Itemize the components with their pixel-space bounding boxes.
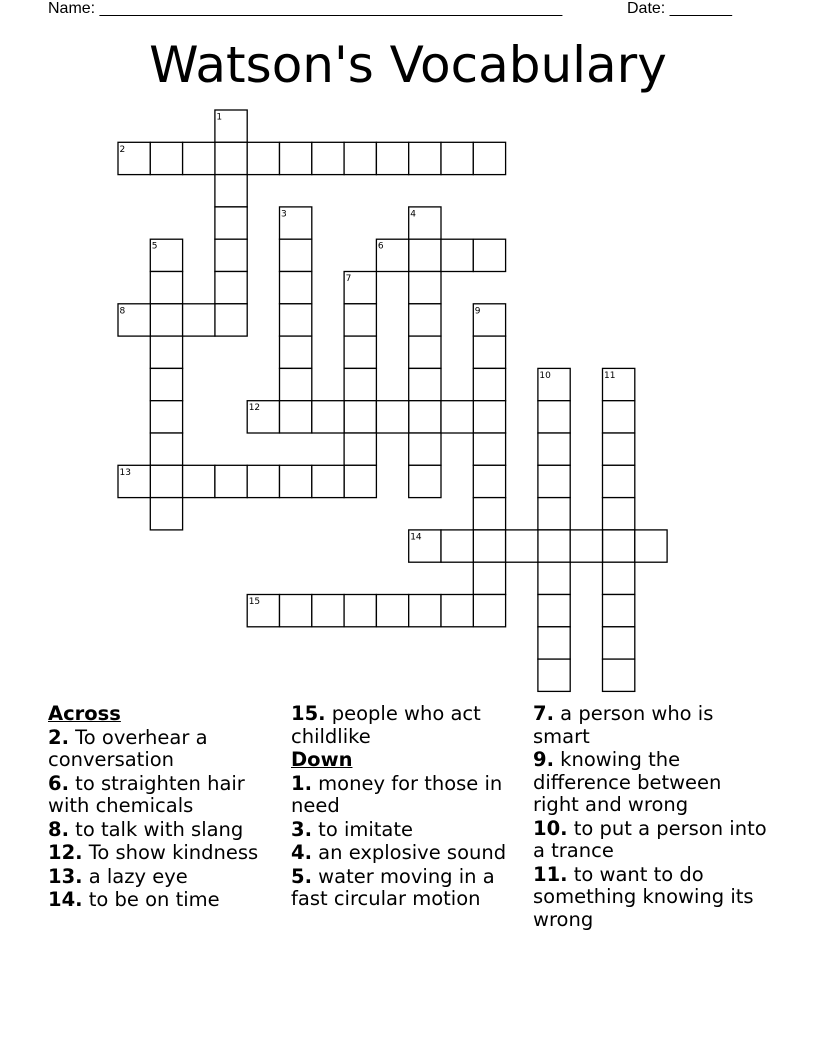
clue-number: 12.: [48, 841, 83, 864]
clue-number: 14.: [48, 888, 83, 911]
grid-cell[interactable]: [409, 239, 441, 271]
grid-cell[interactable]: [603, 465, 635, 497]
grid-cell[interactable]: [312, 401, 344, 433]
clue-column-3: [533, 703, 773, 932]
grid-cell[interactable]: [215, 465, 247, 497]
grid-cell[interactable]: [603, 562, 635, 594]
down-clue: [291, 773, 527, 818]
cell-number-label: 15: [248, 597, 261, 607]
grid-cell[interactable]: [603, 595, 635, 627]
grid-cell[interactable]: [538, 498, 570, 530]
grid-cell[interactable]: [441, 142, 473, 174]
clue-text: to imitate: [311, 817, 414, 841]
across-clue: [48, 819, 284, 842]
grid-cell[interactable]: [538, 401, 570, 433]
grid-cell[interactable]: [473, 562, 505, 594]
grid-cell[interactable]: [150, 368, 182, 400]
grid-cell[interactable]: [280, 401, 312, 433]
cell-number-label: 4: [410, 209, 416, 220]
grid-cell[interactable]: [603, 498, 635, 530]
grid-cell[interactable]: [409, 465, 441, 497]
grid-cell[interactable]: [247, 465, 279, 497]
grid-cell[interactable]: [538, 530, 570, 562]
grid-cell[interactable]: [473, 498, 505, 530]
grid-cell[interactable]: [344, 142, 376, 174]
grid-cell[interactable]: [150, 336, 182, 368]
clue-number: 6.: [48, 771, 69, 795]
across-clue: [48, 773, 284, 818]
grid-cell[interactable]: [280, 595, 312, 627]
grid-cell[interactable]: [344, 401, 376, 433]
down-clue: [291, 866, 527, 911]
grid-cell[interactable]: [570, 530, 602, 562]
clue-text: To show kindness: [82, 841, 259, 864]
grid-cell[interactable]: [280, 336, 312, 368]
grid-cell[interactable]: [409, 272, 441, 304]
clue-text: an explosive sound: [311, 841, 507, 864]
grid-cell[interactable]: [376, 595, 408, 627]
clue-number: 7.: [533, 702, 554, 725]
grid-cell[interactable]: [312, 465, 344, 497]
grid-cell[interactable]: [409, 142, 441, 174]
cell-number-label: 2: [119, 144, 126, 155]
grid-cell[interactable]: [603, 530, 635, 562]
grid-cell[interactable]: [409, 368, 441, 400]
grid-cell[interactable]: [376, 401, 408, 433]
clue-number: 11.: [533, 862, 568, 886]
grid-cell[interactable]: [280, 142, 312, 174]
grid-cell[interactable]: [344, 433, 376, 465]
across-clue: [48, 842, 284, 865]
clue-number: 1.: [291, 771, 312, 795]
grid-cell[interactable]: [215, 207, 247, 239]
across-clue: [48, 889, 284, 912]
grid-cell[interactable]: [183, 304, 215, 336]
down-clue: [533, 749, 773, 817]
down-clue: [533, 818, 773, 863]
clue-number: 3.: [291, 817, 312, 841]
cell-number-label: 5: [151, 241, 158, 252]
grid-cell[interactable]: [150, 498, 182, 530]
grid-cell[interactable]: [441, 239, 473, 271]
grid-cell[interactable]: [215, 175, 247, 207]
down-heading: Down: [291, 748, 353, 771]
grid-cell[interactable]: [538, 433, 570, 465]
grid-cell[interactable]: [538, 465, 570, 497]
grid-cell[interactable]: [215, 142, 247, 174]
grid-cell[interactable]: [312, 595, 344, 627]
grid-cell[interactable]: [215, 272, 247, 304]
grid-cell[interactable]: [603, 627, 635, 659]
grid-cell[interactable]: [538, 562, 570, 594]
cell-number-label: 10: [539, 370, 551, 381]
clue-number: 13.: [48, 864, 83, 888]
grid-cell[interactable]: [150, 401, 182, 433]
grid-cell[interactable]: [312, 142, 344, 174]
grid-cell[interactable]: [409, 304, 441, 336]
clue-text: people who act childlike: [291, 702, 481, 748]
grid-cell[interactable]: [441, 595, 473, 627]
grid-cell[interactable]: [441, 401, 473, 433]
grid-cell[interactable]: [473, 401, 505, 433]
across-heading: Across: [48, 702, 121, 725]
grid-cell[interactable]: [344, 304, 376, 336]
grid-cell[interactable]: [441, 530, 473, 562]
grid-cell[interactable]: [183, 142, 215, 174]
grid-cell[interactable]: [409, 401, 441, 433]
grid-cell[interactable]: [280, 304, 312, 336]
clue-text: to straighten hair with chemicals: [48, 771, 245, 817]
clue-text: knowing the difference between right and wrong: [533, 748, 722, 816]
cell-number-label: 8: [119, 306, 126, 317]
date-field-line: Date: _______: [627, 0, 732, 17]
clue-text: money for those in need: [291, 771, 503, 817]
grid-cell[interactable]: [344, 368, 376, 400]
grid-cell[interactable]: [150, 465, 182, 497]
grid-cell[interactable]: [635, 530, 667, 562]
clue-text: a person who is smart: [533, 702, 714, 748]
grid-cell[interactable]: [538, 659, 570, 691]
grid-cell[interactable]: [473, 465, 505, 497]
grid-cell[interactable]: [344, 595, 376, 627]
down-clue: [533, 864, 773, 932]
cell-number-label: 13: [119, 467, 131, 478]
clue-number: 10.: [533, 816, 568, 840]
grid-cell[interactable]: [538, 595, 570, 627]
grid-cell[interactable]: [215, 239, 247, 271]
grid-cell[interactable]: [150, 272, 182, 304]
across-clue: [48, 866, 284, 889]
grid-cell[interactable]: [603, 659, 635, 691]
cell-number-label: 11: [604, 370, 616, 381]
grid-cell[interactable]: [247, 142, 279, 174]
clue-number: 2.: [48, 725, 69, 749]
grid-cell[interactable]: [150, 433, 182, 465]
cell-number-label: 1: [216, 112, 223, 123]
clue-text: to talk with slang: [68, 817, 244, 841]
grid-cell[interactable]: [183, 465, 215, 497]
grid-cell[interactable]: [409, 595, 441, 627]
clue-number: 9.: [533, 748, 554, 771]
clue-number: 15.: [291, 702, 326, 725]
clue-text: To overhear a conversation: [48, 725, 208, 771]
grid-cell[interactable]: [215, 304, 247, 336]
cell-number-label: 9: [474, 306, 481, 317]
grid-cell[interactable]: [473, 595, 505, 627]
grid-cell[interactable]: [280, 368, 312, 400]
grid-cell[interactable]: [344, 465, 376, 497]
cell-number-label: 14: [410, 532, 422, 543]
grid-cell[interactable]: [280, 272, 312, 304]
grid-cell[interactable]: [603, 433, 635, 465]
clue-column-1: [48, 703, 284, 913]
grid-cell[interactable]: [473, 239, 505, 271]
grid-cell[interactable]: [538, 627, 570, 659]
grid-cell[interactable]: [603, 401, 635, 433]
grid-cell[interactable]: [150, 304, 182, 336]
down-clue: [533, 703, 773, 748]
grid-cell[interactable]: [150, 142, 182, 174]
clue-number: 4.: [291, 841, 312, 864]
cell-number-label: 12: [248, 403, 261, 414]
name-field-line: Name: ____________________________________________________: [48, 0, 563, 17]
grid-cell[interactable]: [376, 142, 408, 174]
grid-cell[interactable]: [409, 336, 441, 368]
grid-cell[interactable]: [473, 142, 505, 174]
grid-cell[interactable]: [473, 368, 505, 400]
grid-cell[interactable]: [506, 530, 538, 562]
grid-cell[interactable]: [280, 465, 312, 497]
clue-number: 8.: [48, 817, 69, 841]
clue-text: water moving in a fast circular motion: [291, 864, 495, 910]
grid-cell[interactable]: [409, 433, 441, 465]
across-clue: [291, 703, 527, 748]
grid-cell[interactable]: [280, 239, 312, 271]
cell-number-label: 3: [281, 209, 287, 220]
across-clue: [48, 727, 284, 772]
clue-text: a lazy eye: [82, 864, 188, 888]
down-clue: [291, 842, 527, 865]
clue-text: to put a person into a trance: [533, 816, 767, 862]
cell-number-label: 6: [377, 241, 384, 252]
clue-text: to be on time: [82, 888, 220, 911]
clue-text: to want to do something knowing its wrong: [533, 862, 754, 931]
grid-cell[interactable]: [473, 530, 505, 562]
grid-cell[interactable]: [344, 336, 376, 368]
clue-column-2: [291, 703, 527, 912]
grid-cell[interactable]: [473, 433, 505, 465]
puzzle-title: Watson's Vocabulary: [149, 36, 667, 94]
cell-number-label: 7: [345, 274, 352, 284]
grid-cell[interactable]: [473, 336, 505, 368]
clue-number: 5.: [291, 864, 312, 888]
down-clue: [291, 819, 527, 842]
